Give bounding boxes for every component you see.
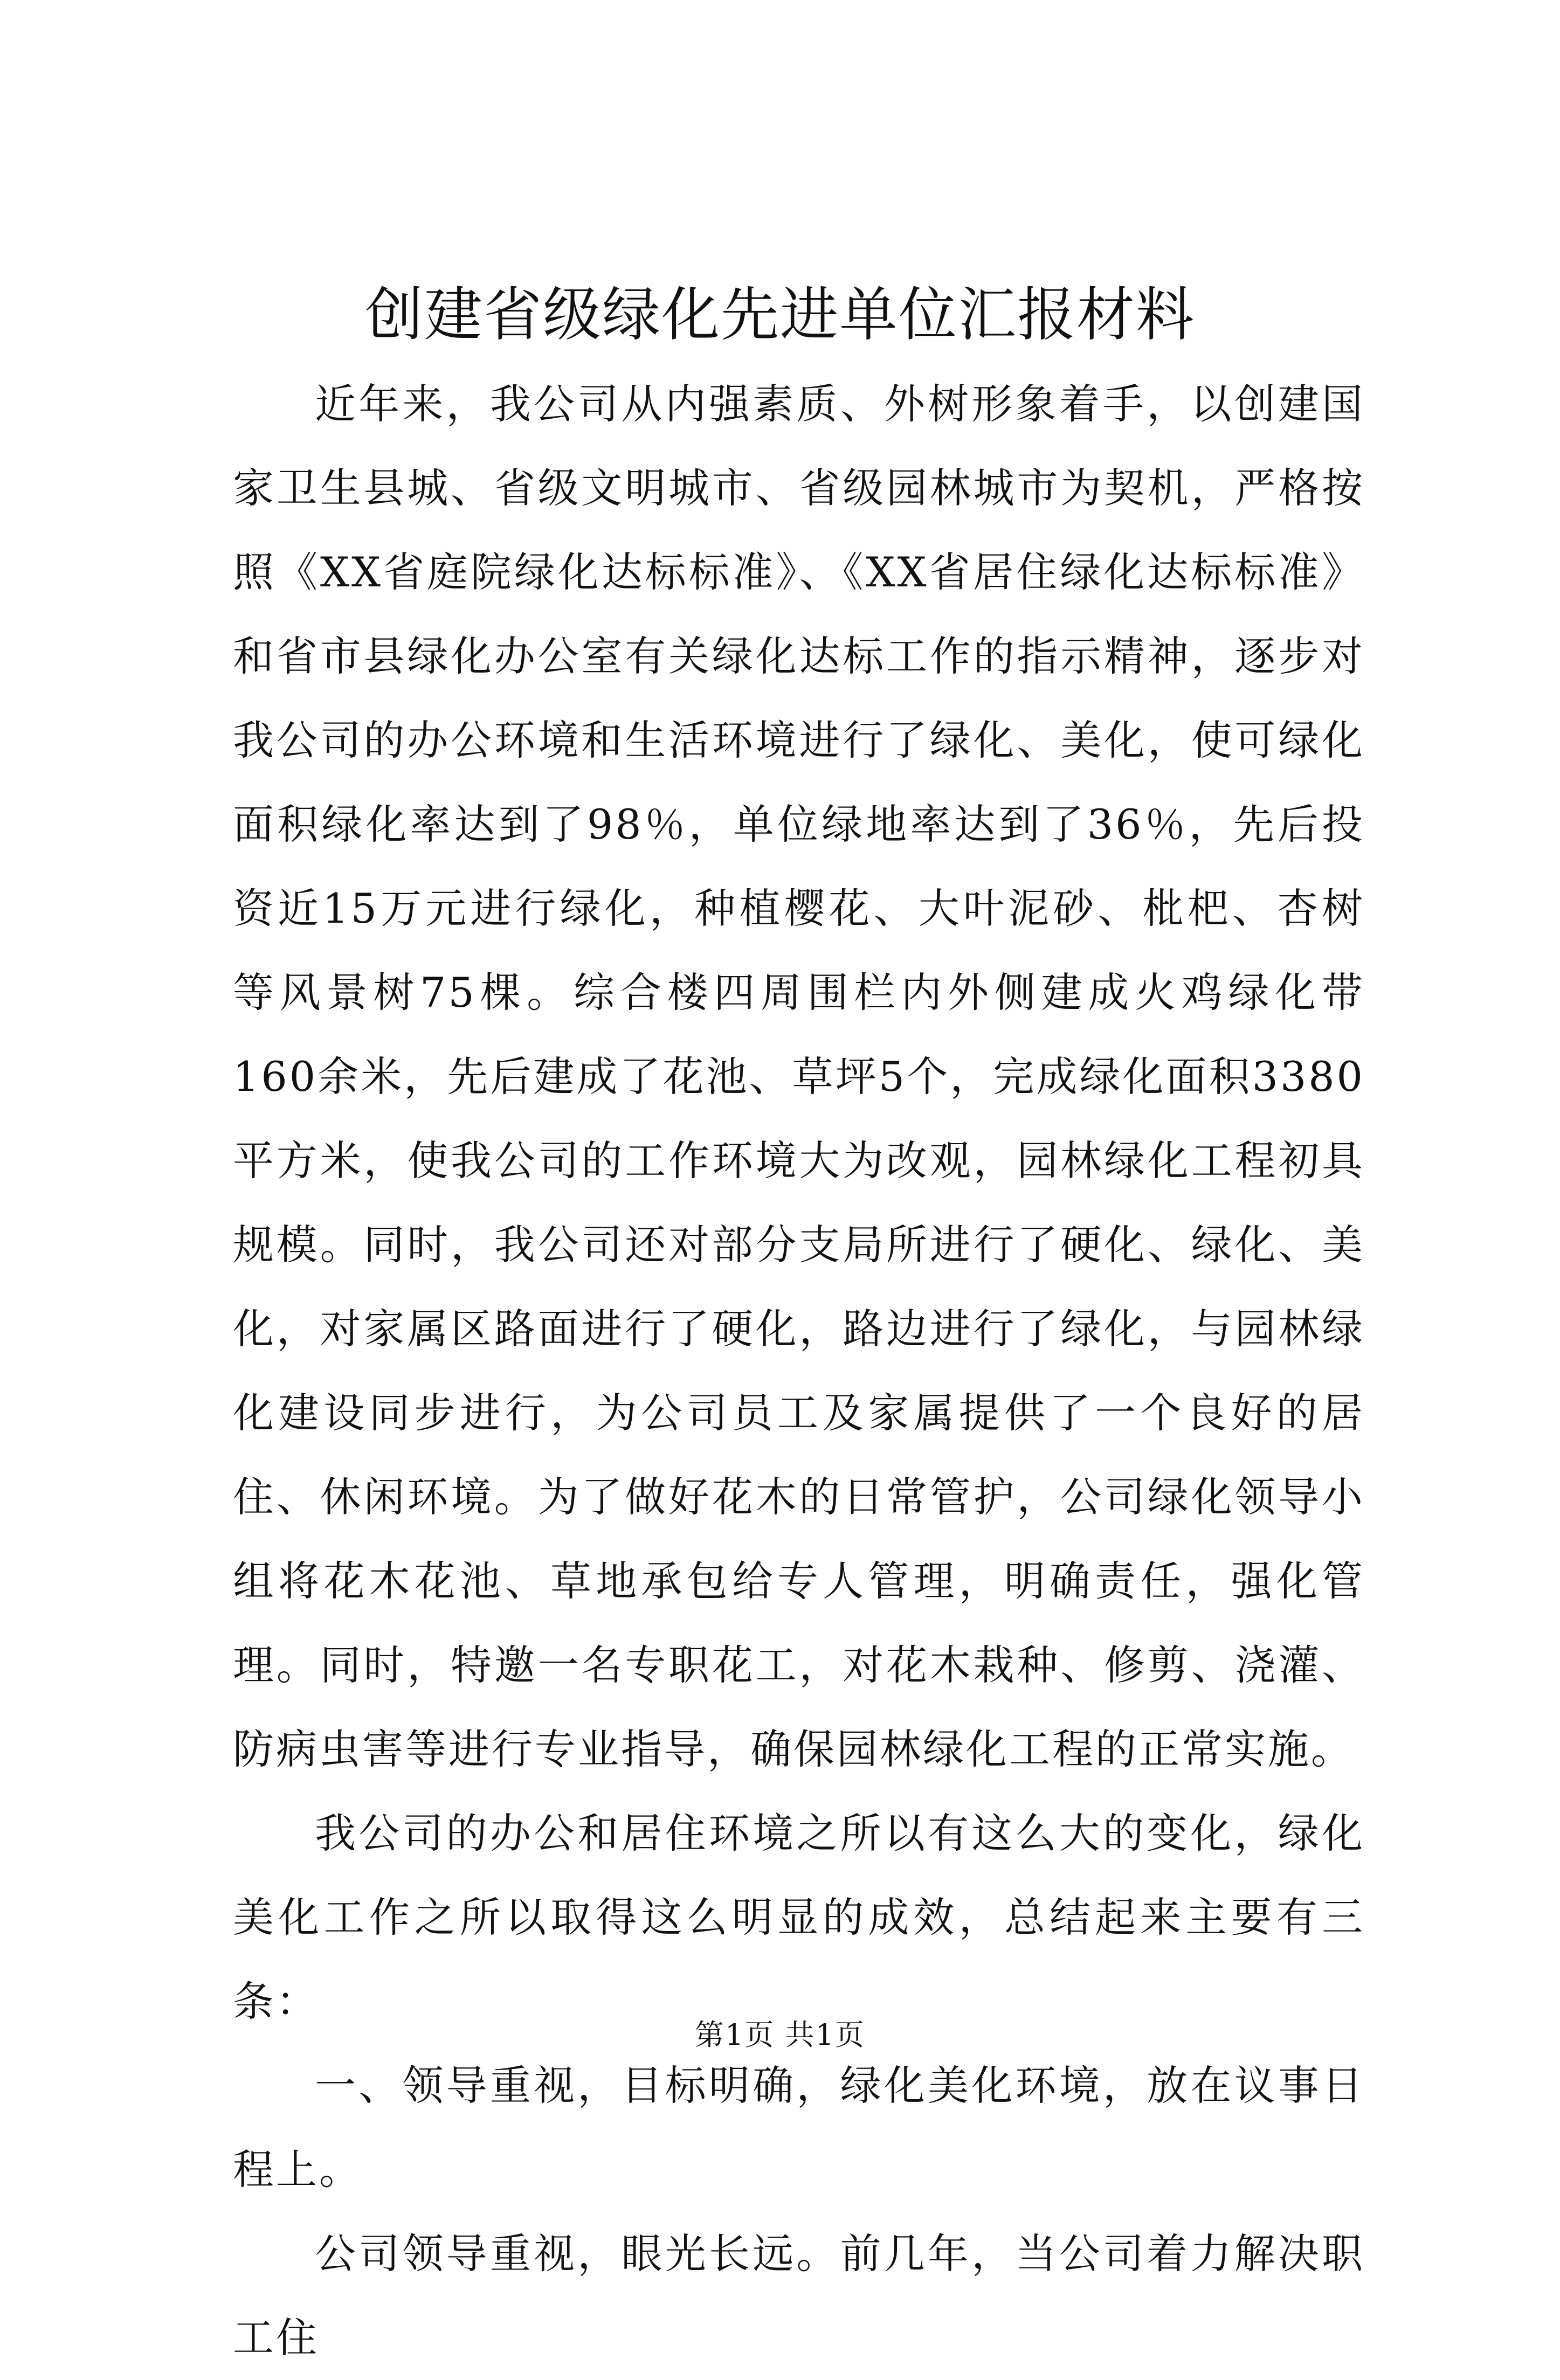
body-paragraph: 近年来，我公司从内强素质、外树形象着手，以创建国家卫生县城、省级文明城市、省级园林城市为契机，严格按照《XX省庭院绿化达标标准》、《XX省居住绿化达标标准》和省市县绿化办公室有关绿化达标工作的指示精神，逐步对我公司的办公环境和生活环境进行了绿化、美化，使可绿化面积绿化率达到了98％，单位绿地率达到了36％，先后投资近15万元进行绿化，种植樱花、大叶泥砂、枇杷、杏树等风景树75棵。综合楼四周围栏内外侧建成火鸡绿化带160余米，先后建成了花池、草坪5个，完成绿化面积3380平方米，使我公司的工作环境大为改观，园林绿化工程初具规模。同时，我公司还对部分支局所进行了硬化、绿化、美化，对家属区路面进行了硬化，路边进行了绿化，与园林绿化建设同步进行，为公司员工及家属提供了一个良好的居住、休闲环境。为了做好花木的日常管护，公司绿化领导小组将花木花池、草地承包给专人管理，明确责任，强化管理。同时，特邀一名专职花工，对花木栽种、修剪、浇灌、防病虫害等进行专业指导，确保园林绿化工程的正常实施。 (233, 380, 1365, 1773)
body-paragraph: 我公司的办公和居住环境之所以有这么大的变化，绿化美化工作之所以取得这么明显的成效，总结起来主要有三条： (233, 1809, 1365, 2025)
body-paragraph: 公司领导重视，眼光长远。前几年，当公司着力解决职工住 (233, 2230, 1365, 2362)
body-paragraph: 一、领导重视，目标明确，绿化美化环境，放在议事日程上。 (233, 2061, 1365, 2194)
document-body (233, 362, 1365, 2380)
page-number-footer: 第1页 共1页 (695, 2018, 865, 2052)
document-title: 创建省级绿化先进单位汇报材料 (364, 281, 1195, 349)
